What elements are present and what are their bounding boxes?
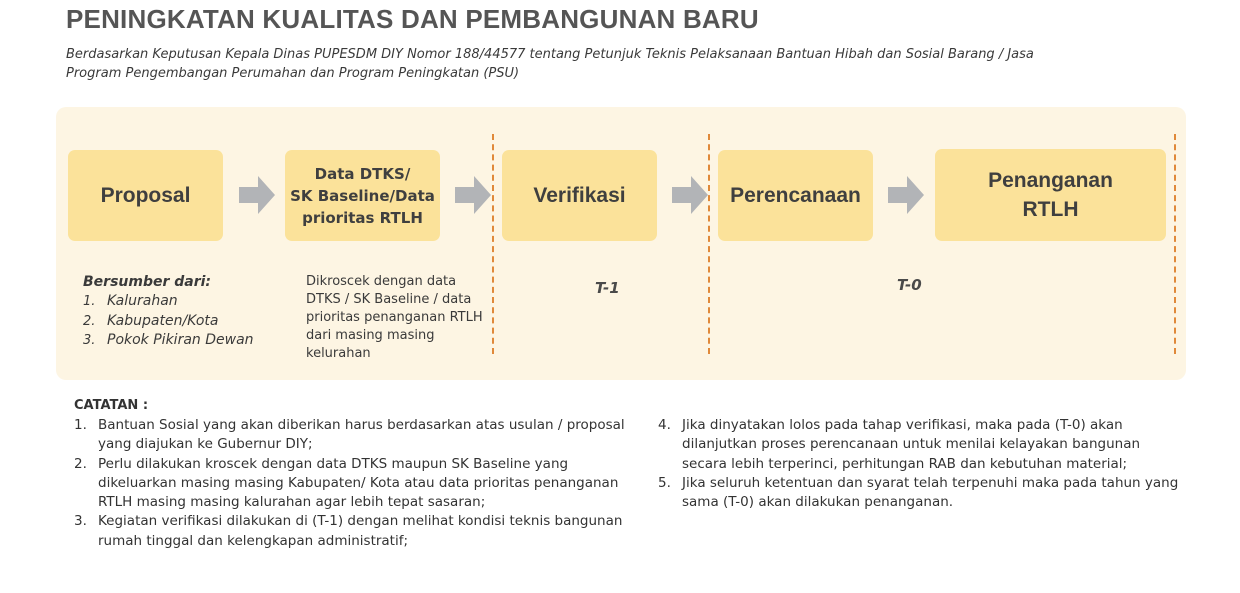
phase-divider xyxy=(1174,134,1176,354)
arrow-icon xyxy=(239,176,275,214)
page-subtitle: Berdasarkan Keputusan Kepala Dinas PUPESDM DIY Nomor 188/44577 tentang Petunjuk Teknis Pelaksanaan Bantuan Hibah dan Sosial Barang / Jasa Program Pengembangan Perumahan dan Program Peningkatan (PSU) xyxy=(66,47,1034,81)
list-item: 3. Pokok Pikiran Dewan xyxy=(83,332,254,348)
notes-heading: CATATAN : xyxy=(74,398,149,413)
step-perencanaan-label: Perencanaan xyxy=(730,184,861,207)
notes-list-right xyxy=(658,416,1188,512)
sources-note xyxy=(83,273,283,351)
arrow-icon xyxy=(672,176,708,214)
timing-t1-label: T-1 xyxy=(595,279,620,297)
list-item: 2. Perlu dilakukan kroscek dengan data DTKS maupun SK Baseline yang dikeluarkan masing masing Kabupaten/ Kota atau data prioritas penanganan RTLH masing masing kalurahan agar lebih tepat sasaran; xyxy=(74,455,619,511)
phase-divider xyxy=(708,134,710,354)
list-item: 1. Kalurahan xyxy=(83,293,178,309)
step-penanganan xyxy=(935,149,1166,241)
step-proposal-label: Proposal xyxy=(100,184,191,207)
step-data-dtks xyxy=(285,150,440,241)
arrow-icon xyxy=(455,176,491,214)
list-item: 1. Bantuan Sosial yang akan diberikan harus berdasarkan atas usulan / proposal yang diajukan ke Gubernur DIY; xyxy=(74,417,625,453)
list-item: 2. Kabupaten/Kota xyxy=(83,312,219,329)
list-item: 4. Jika dinyatakan lolos pada tahap verifikasi, maka pada (T-0) akan dilanjutkan proses perencanaan untuk menilai kelayakan bangunan secara lebih terperinci, perhitungan RAB dan kebutuhan material; xyxy=(658,417,1141,472)
list-item: 5. Jika seluruh ketentuan dan syarat telah terpenuhi maka pada tahun yang sama (T-0) akan dilakukan penanganan. xyxy=(658,474,1179,511)
list-item: 3. Kegiatan verifikasi dilakukan di (T-1) dengan melihat kondisi teknis bangunan rumah tinggal dan kelengkapan administratif; xyxy=(74,513,623,549)
step-perencanaan xyxy=(718,150,873,241)
timing-t0-label: T-0 xyxy=(897,276,922,294)
step-penanganan-label: Penanganan RTLH xyxy=(988,169,1113,221)
sources-heading: Bersumber dari: xyxy=(83,274,212,290)
phase-divider xyxy=(492,134,494,354)
step-verifikasi xyxy=(502,150,657,241)
notes-list-left xyxy=(74,416,634,551)
step-verifikasi-label: Verifikasi xyxy=(533,184,626,207)
data-check-note: Dikroscek dengan data DTKS / SK Baseline / data prioritas penanganan RTLH dari masing masing kelurahan xyxy=(306,274,483,361)
arrow-icon xyxy=(888,176,924,214)
step-data-dtks-label: Data DTKS/ SK Baseline/Data prioritas RTLH xyxy=(290,164,435,227)
page-title: PENINGKATAN KUALITAS DAN PEMBANGUNAN BARU xyxy=(66,4,759,34)
sources-list xyxy=(83,292,283,351)
step-proposal xyxy=(68,150,223,241)
